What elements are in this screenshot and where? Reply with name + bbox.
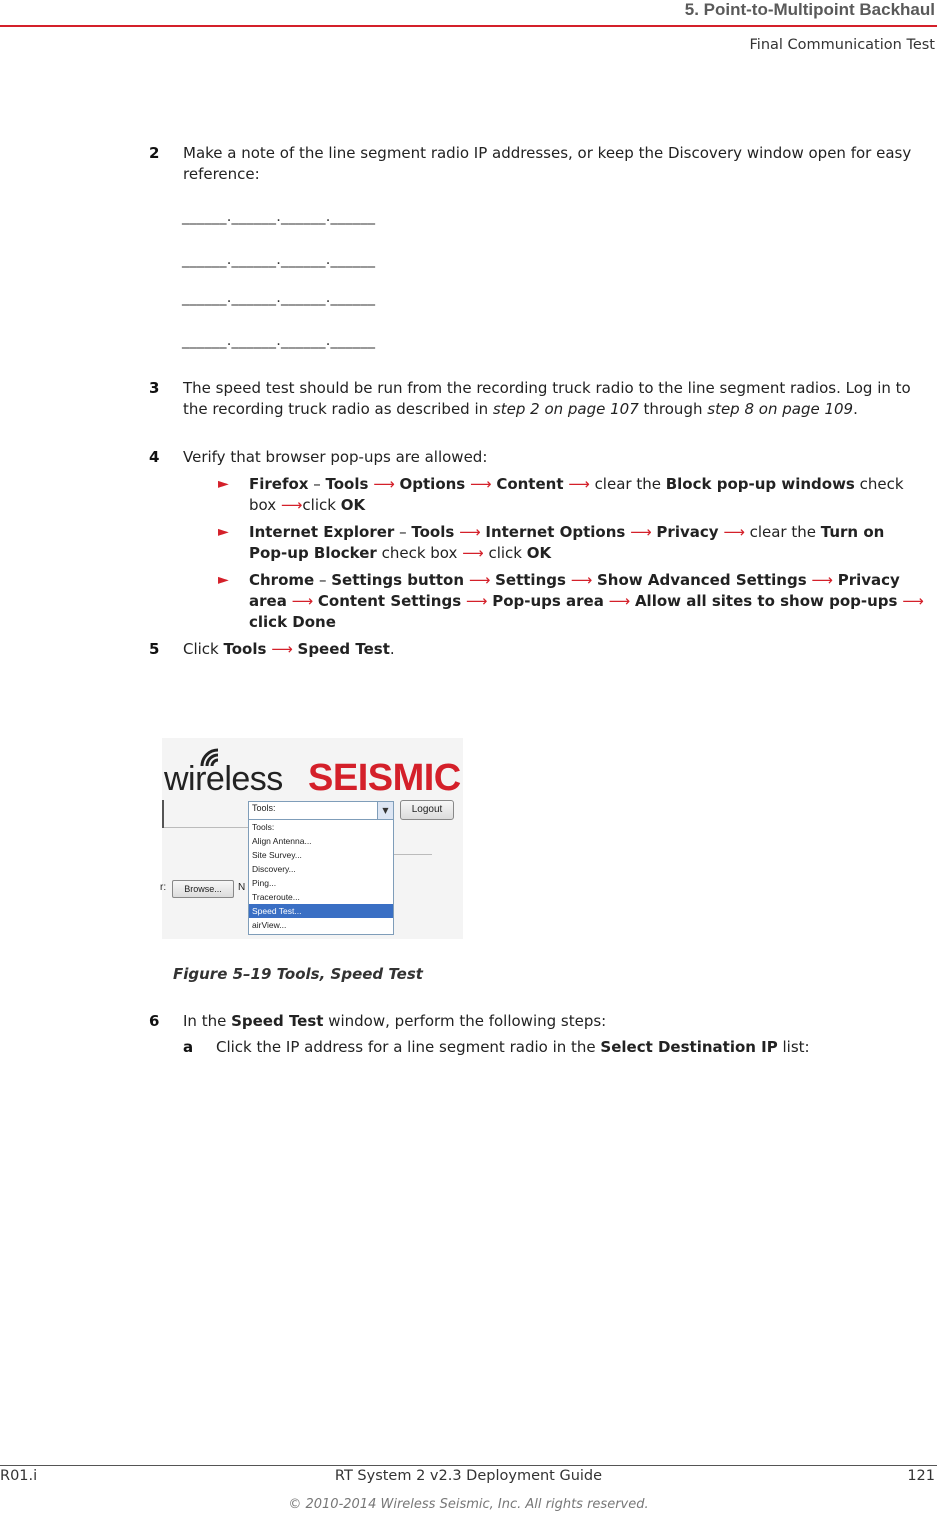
step-reference-link[interactable]: step 8 on page 109 [707, 400, 854, 418]
arrow-icon: ⟶ [470, 475, 492, 493]
step-5-text: Click Tools ⟶ Speed Test. [183, 640, 395, 658]
arrow-icon: ⟶ [280, 496, 303, 514]
revision-label: R01.i [0, 1468, 38, 1484]
step-reference-link[interactable]: step 2 on page 107 [492, 400, 639, 418]
ie-instructions: Internet Explorer – Tools ⟶ Internet Options ⟶ Privacy ⟶ clear the Turn on Pop-up Blocker check box ⟶ click OK [249, 523, 885, 562]
arrow-icon: ⟶ [608, 592, 631, 610]
chrome-instructions: Chrome – Settings button ⟶ Settings ⟶ Show Advanced Settings ⟶ Privacy area ⟶ Content Settings ⟶ Pop-ups area ⟶ Allow all sites to show pop-ups ⟶ click Done [249, 571, 924, 631]
arrow-icon: ⟶ [468, 571, 491, 589]
ip-blank-3: ______.______.______.______ [182, 290, 376, 306]
bullet-icon: ► [218, 524, 229, 540]
substep-a-text: Click the IP address for a line segment radio in the Select Destination IP list: [216, 1038, 810, 1056]
logout-button[interactable]: Logout [400, 800, 454, 820]
arrow-icon: ⟶ [291, 592, 314, 610]
page-number: 121 [907, 1468, 935, 1484]
step-4-number: 4 [149, 448, 160, 466]
menu-item-align-antenna[interactable]: Align Antenna... [252, 836, 312, 846]
browse-button[interactable]: Browse... [172, 880, 234, 898]
logo-text-seismic: SEISMIC [308, 757, 461, 799]
section-title: Final Communication Test [749, 37, 935, 53]
menu-item-speed-test[interactable]: Speed Test... [249, 904, 393, 918]
bullet-icon: ► [218, 476, 229, 492]
chevron-down-icon[interactable]: ▼ [377, 802, 393, 819]
header-rule [0, 25, 937, 27]
tools-dropdown-list [248, 819, 394, 935]
arrow-icon: ⟶ [271, 640, 293, 658]
step-3-number: 3 [149, 379, 160, 397]
ip-blank-4: ______.______.______.______ [182, 333, 376, 349]
ip-blank-1: ______.______.______.______ [182, 209, 376, 225]
step-6-number: 6 [149, 1012, 160, 1030]
arrow-icon: ⟶ [570, 571, 593, 589]
arrow-icon: ⟶ [462, 544, 484, 562]
label-fragment: N [238, 882, 246, 893]
menu-item-ping[interactable]: Ping... [252, 878, 277, 888]
menu-item-tools[interactable]: Tools: [252, 822, 275, 832]
step-6-text: In the Speed Test window, perform the following steps: [183, 1012, 607, 1030]
divider [392, 854, 432, 855]
bullet-icon: ► [218, 572, 229, 588]
tools-select[interactable]: Tools: ▼ [248, 801, 394, 820]
arrow-icon: ⟶ [902, 592, 924, 610]
figure-caption: Figure 5–19 Tools, Speed Test [173, 965, 423, 983]
menu-item-discovery[interactable]: Discovery... [252, 864, 296, 874]
step-2-number: 2 [149, 144, 160, 162]
chapter-title: 5. Point-to-Multipoint Backhaul [684, 0, 935, 19]
arrow-icon: ⟶ [568, 475, 590, 493]
menu-item-airview[interactable]: airView... [252, 920, 287, 930]
tools-speed-test-screenshot [162, 738, 463, 939]
arrow-icon: ⟶ [811, 571, 833, 589]
step-4-text: Verify that browser pop-ups are allowed: [183, 448, 488, 466]
arrow-icon: ⟶ [373, 475, 395, 493]
arrow-icon: ⟶ [465, 592, 488, 610]
document-title: RT System 2 v2.3 Deployment Guide [334, 1468, 603, 1484]
frame-edge [162, 800, 164, 828]
firefox-instructions: Firefox – Tools ⟶ Options ⟶ Content ⟶ clear the Block pop-up windows check box ⟶click OK [249, 475, 904, 514]
arrow-icon: ⟶ [630, 523, 652, 541]
divider [164, 827, 248, 828]
step-3-text: The speed test should be run from the recording truck radio to the line segment radios. Log in to the recording truck radio as described in step 2 on page 107 through step 8 on page 109. [183, 379, 911, 418]
step-2-text: Make a note of the line segment radio IP addresses, or keep the Discovery window open for easy reference: [183, 144, 912, 183]
substep-a-label: a [183, 1038, 194, 1056]
step-5-number: 5 [149, 640, 160, 658]
menu-item-traceroute[interactable]: Traceroute... [252, 892, 300, 902]
logo-text-wireless: wireless [164, 760, 283, 798]
field-label-fragment: r: [160, 882, 167, 893]
footer-rule [0, 1465, 937, 1466]
copyright-notice: © 2010-2014 Wireless Seismic, Inc. All rights reserved. [288, 1497, 649, 1512]
menu-item-site-survey[interactable]: Site Survey... [252, 850, 302, 860]
arrow-icon: ⟶ [459, 523, 481, 541]
arrow-icon: ⟶ [723, 523, 745, 541]
ip-blank-2: ______.______.______.______ [182, 252, 376, 268]
